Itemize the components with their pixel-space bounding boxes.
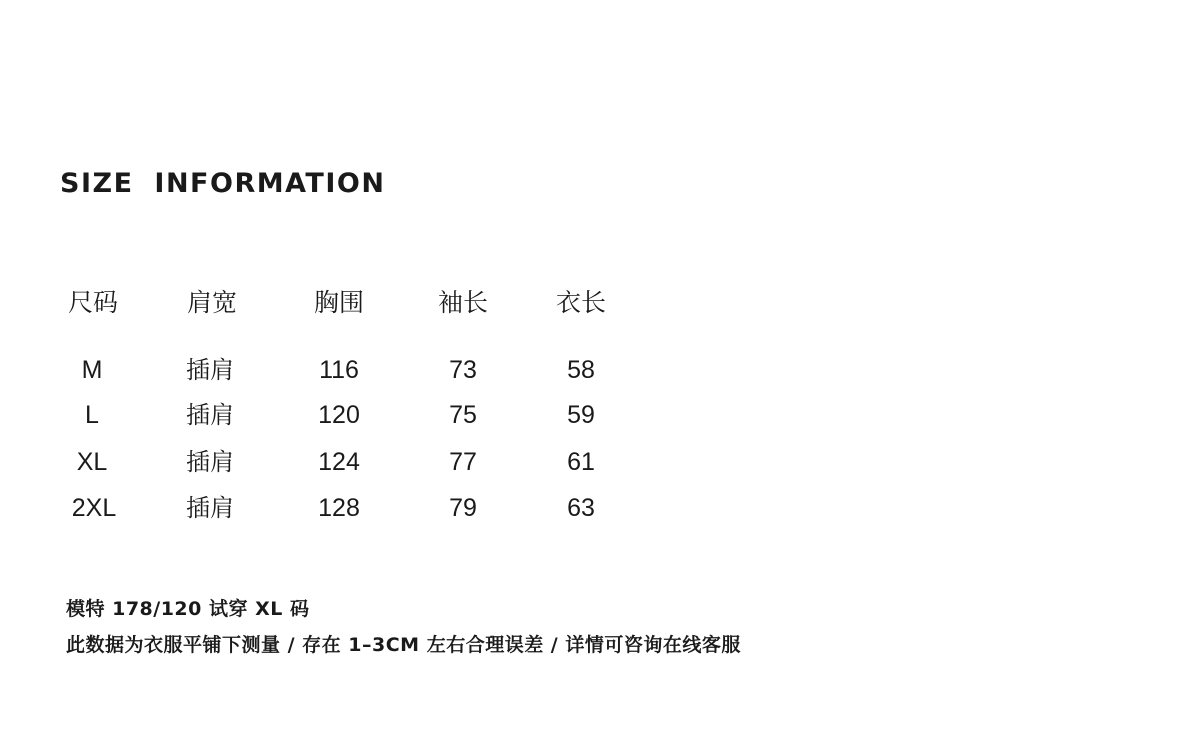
row-chest: 128	[318, 494, 360, 522]
header-chest: 胸围	[313, 288, 365, 317]
row-sleeve: 77	[449, 448, 477, 476]
row-chest: 120	[318, 401, 360, 429]
header-length: 衣长	[555, 288, 607, 317]
row-chest: 124	[318, 448, 360, 476]
row-size: L	[85, 401, 99, 429]
row-shoulder: 插肩	[186, 494, 234, 522]
header-size: 尺码	[67, 288, 119, 317]
row-length: 59	[567, 401, 595, 429]
header-shoulder: 肩宽	[186, 288, 238, 317]
row-size: XL	[76, 448, 108, 476]
row-shoulder: 插肩	[186, 401, 234, 429]
row-length: 61	[567, 448, 595, 476]
model-fit-note: 模特 178/120 试穿 XL 码	[66, 598, 310, 620]
page-title: SIZE INFORMATION	[60, 168, 386, 199]
row-sleeve: 75	[449, 401, 477, 429]
row-length: 63	[567, 494, 595, 522]
row-chest: 116	[319, 356, 359, 384]
row-sleeve: 79	[449, 494, 477, 522]
row-sleeve: 73	[449, 356, 477, 384]
measurement-note: 此数据为衣服平铺下测量 / 存在 1–3CM 左右合理误差 / 详情可咨询在线客服	[66, 634, 741, 656]
row-shoulder: 插肩	[186, 356, 234, 384]
header-sleeve: 袖长	[437, 288, 489, 317]
size-table	[0, 0, 700, 560]
row-size: M	[81, 356, 103, 384]
row-size: 2XL	[71, 494, 117, 522]
row-shoulder: 插肩	[186, 448, 234, 476]
row-length: 58	[567, 356, 595, 384]
